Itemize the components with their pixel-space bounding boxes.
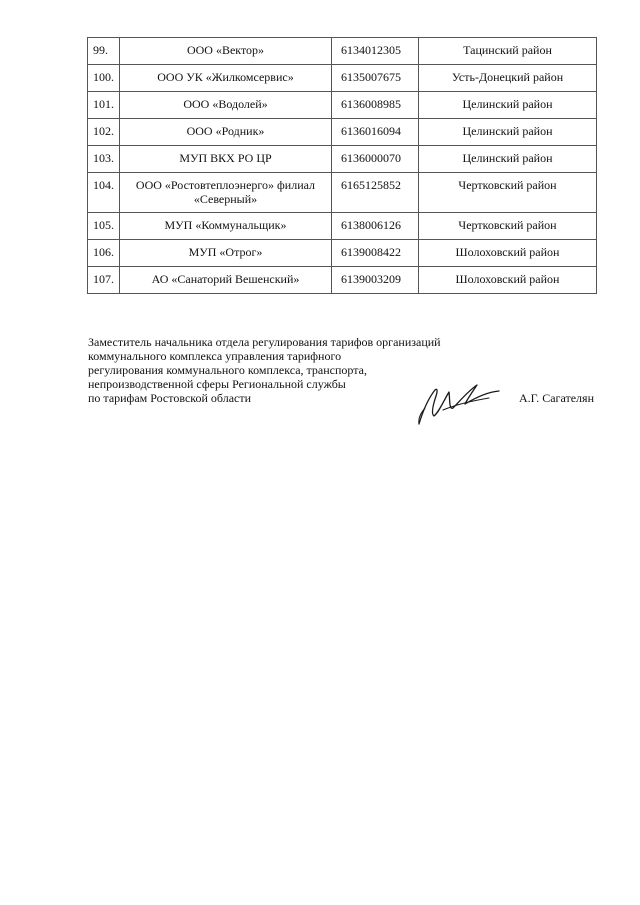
handwritten-signature-icon xyxy=(413,380,505,426)
inn-code: 6136008985 xyxy=(332,92,419,119)
table-row xyxy=(88,146,597,173)
signer-position-line: непроизводственной сферы Региональной службы xyxy=(88,377,346,391)
organization-name-line: ООО «Вектор» xyxy=(186,43,265,57)
signer-position-line: Заместитель начальника отдела регулирования тарифов организаций xyxy=(88,335,441,349)
district-name: Тацинский район xyxy=(419,38,597,65)
signer-position-line: по тарифам Ростовской области xyxy=(88,391,252,405)
district-name: Шолоховский район xyxy=(419,240,597,267)
inn-code: 6139003209 xyxy=(332,267,419,294)
organization-name xyxy=(120,267,332,294)
inn-code: 6136016094 xyxy=(332,119,419,146)
inn-code: 6165125852 xyxy=(332,173,419,213)
table-row xyxy=(88,65,597,92)
row-number: 103. xyxy=(88,146,120,173)
table-row xyxy=(88,173,597,213)
organizations-table xyxy=(87,37,597,294)
organizations-table-body xyxy=(88,38,597,294)
inn-code: 6138006126 xyxy=(332,213,419,240)
organization-name-line: МУП ВКХ РО ЦР xyxy=(179,151,272,165)
table-row xyxy=(88,119,597,146)
inn-code: 6136000070 xyxy=(332,146,419,173)
row-number: 105. xyxy=(88,213,120,240)
inn-code: 6135007675 xyxy=(332,65,419,92)
inn-code: 6139008422 xyxy=(332,240,419,267)
district-name: Целинский район xyxy=(419,119,597,146)
signature-block xyxy=(88,335,598,405)
organization-name xyxy=(120,146,332,173)
organization-name xyxy=(120,65,332,92)
row-number: 107. xyxy=(88,267,120,294)
organization-name xyxy=(120,38,332,65)
district-name: Чертковский район xyxy=(419,173,597,213)
organization-name xyxy=(120,213,332,240)
district-name: Чертковский район xyxy=(419,213,597,240)
row-number: 100. xyxy=(88,65,120,92)
signer-position-line: регулирования коммунального комплекса, транспорта, xyxy=(88,363,367,377)
row-number: 102. xyxy=(88,119,120,146)
row-number: 106. xyxy=(88,240,120,267)
table-row xyxy=(88,240,597,267)
table-row xyxy=(88,38,597,65)
organization-name xyxy=(120,173,332,213)
district-name: Целинский район xyxy=(419,92,597,119)
table-row xyxy=(88,267,597,294)
row-number: 101. xyxy=(88,92,120,119)
table-row xyxy=(88,213,597,240)
organization-name-line: АО «Санаторий Вешенский» xyxy=(151,272,300,286)
row-number: 104. xyxy=(88,173,120,213)
table-row xyxy=(88,92,597,119)
organization-name xyxy=(120,119,332,146)
row-number: 99. xyxy=(88,38,120,65)
organization-name-line: ООО «Родник» xyxy=(186,124,265,138)
organization-name-line: МУП «Коммунальщик» xyxy=(164,218,287,232)
organization-name-line: ООО УК «Жилкомсервис» xyxy=(157,70,294,84)
organization-name-line: «Северный» xyxy=(193,192,258,206)
organization-name xyxy=(120,240,332,267)
district-name: Шолоховский район xyxy=(419,267,597,294)
district-name: Целинский район xyxy=(419,146,597,173)
organization-name xyxy=(120,92,332,119)
signer-name: А.Г. Сагателян xyxy=(518,391,594,405)
organization-name-line: ООО «Ростовтеплоэнерго» филиал xyxy=(135,178,316,192)
signer-position-line: коммунального комплекса управления тарифного xyxy=(88,349,342,363)
organization-name-line: МУП «Отрог» xyxy=(188,245,263,259)
organization-name-line: ООО «Водолей» xyxy=(183,97,268,111)
inn-code: 6134012305 xyxy=(332,38,419,65)
district-name: Усть-Донецкий район xyxy=(419,65,597,92)
